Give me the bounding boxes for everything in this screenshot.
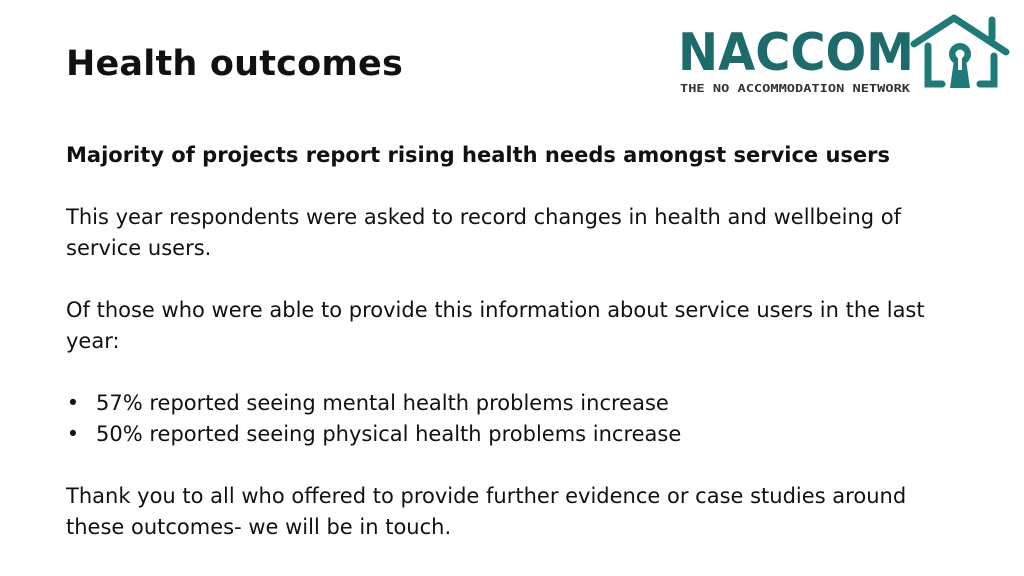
logo-wordmark: NACCOM [678, 23, 914, 83]
paragraph-intro: This year respondents were asked to record changes in health and wellbeing of service users. [66, 205, 902, 260]
spacer [66, 171, 966, 202]
list-item-text: 57% reported seeing mental health problems increase [96, 391, 669, 415]
paragraph-thanks: Thank you to all who offered to provide further evidence or case studies around these outcomes- we will be in touch. [66, 484, 907, 539]
bullet-icon: • [66, 391, 80, 415]
list-item [66, 419, 966, 450]
logo-tagline: THE NO ACCOMMODATION NETWORK [680, 82, 911, 95]
bullet-icon: • [66, 422, 80, 446]
spacer [66, 264, 966, 295]
paragraph-context: Of those who were able to provide this information about service users in the last year: [66, 298, 925, 353]
slide-title: Health outcomes [66, 44, 404, 84]
slide-subheading: Majority of projects report rising health needs amongst service users [66, 143, 891, 167]
list-item-text: 50% reported seeing physical health problems increase [96, 422, 682, 446]
findings-list [66, 388, 966, 450]
spacer [66, 357, 966, 388]
house-keyhole-icon [914, 18, 1006, 88]
spacer [66, 450, 966, 481]
list-item [66, 388, 966, 419]
slide-body [66, 140, 966, 543]
naccom-logo [676, 12, 1016, 98]
